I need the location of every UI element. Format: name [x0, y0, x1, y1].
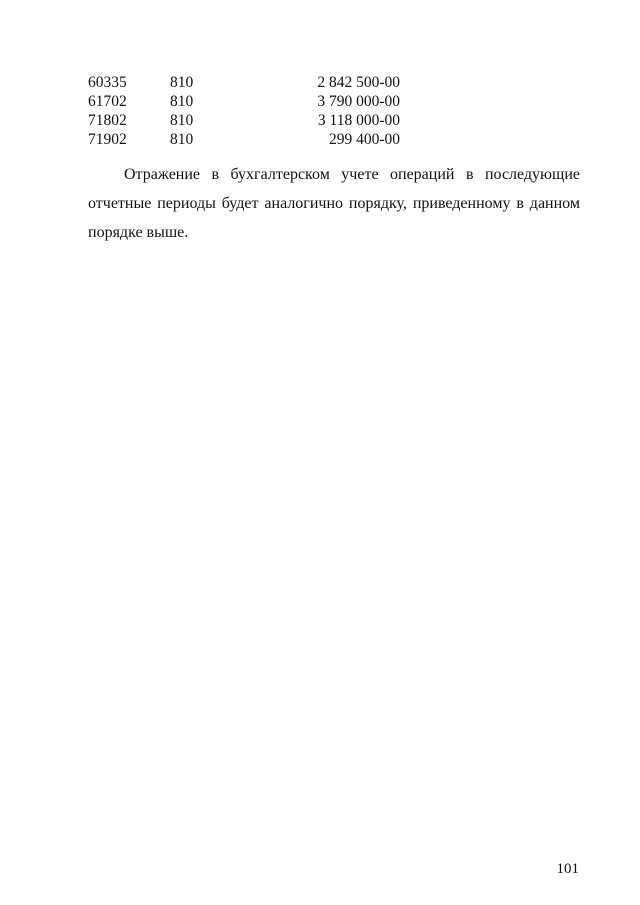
account-number: 61702 — [88, 93, 127, 110]
amount: 2 842 500-00 — [317, 74, 400, 91]
currency-code: 810 — [170, 93, 194, 110]
table-row — [88, 73, 400, 92]
body-paragraph: Отражение в бухгалтерском учете операций в последующие отчетные периоды будет аналогично порядку, приведенному в данном порядке выше. — [88, 166, 580, 241]
table-row — [88, 130, 400, 149]
amount: 299 400-00 — [328, 131, 400, 148]
amount: 3 118 000-00 — [317, 112, 400, 129]
account-number: 71802 — [88, 112, 127, 129]
page-number: 101 — [556, 861, 579, 877]
table-row — [88, 92, 400, 111]
account-number: 60335 — [88, 74, 127, 91]
currency-code: 810 — [170, 74, 194, 91]
currency-code: 810 — [170, 112, 194, 129]
currency-code: 810 — [170, 131, 194, 148]
account-number: 71902 — [88, 131, 127, 148]
table-row — [88, 111, 400, 130]
accounts-table — [88, 73, 400, 149]
amount: 3 790 000-00 — [317, 93, 400, 110]
